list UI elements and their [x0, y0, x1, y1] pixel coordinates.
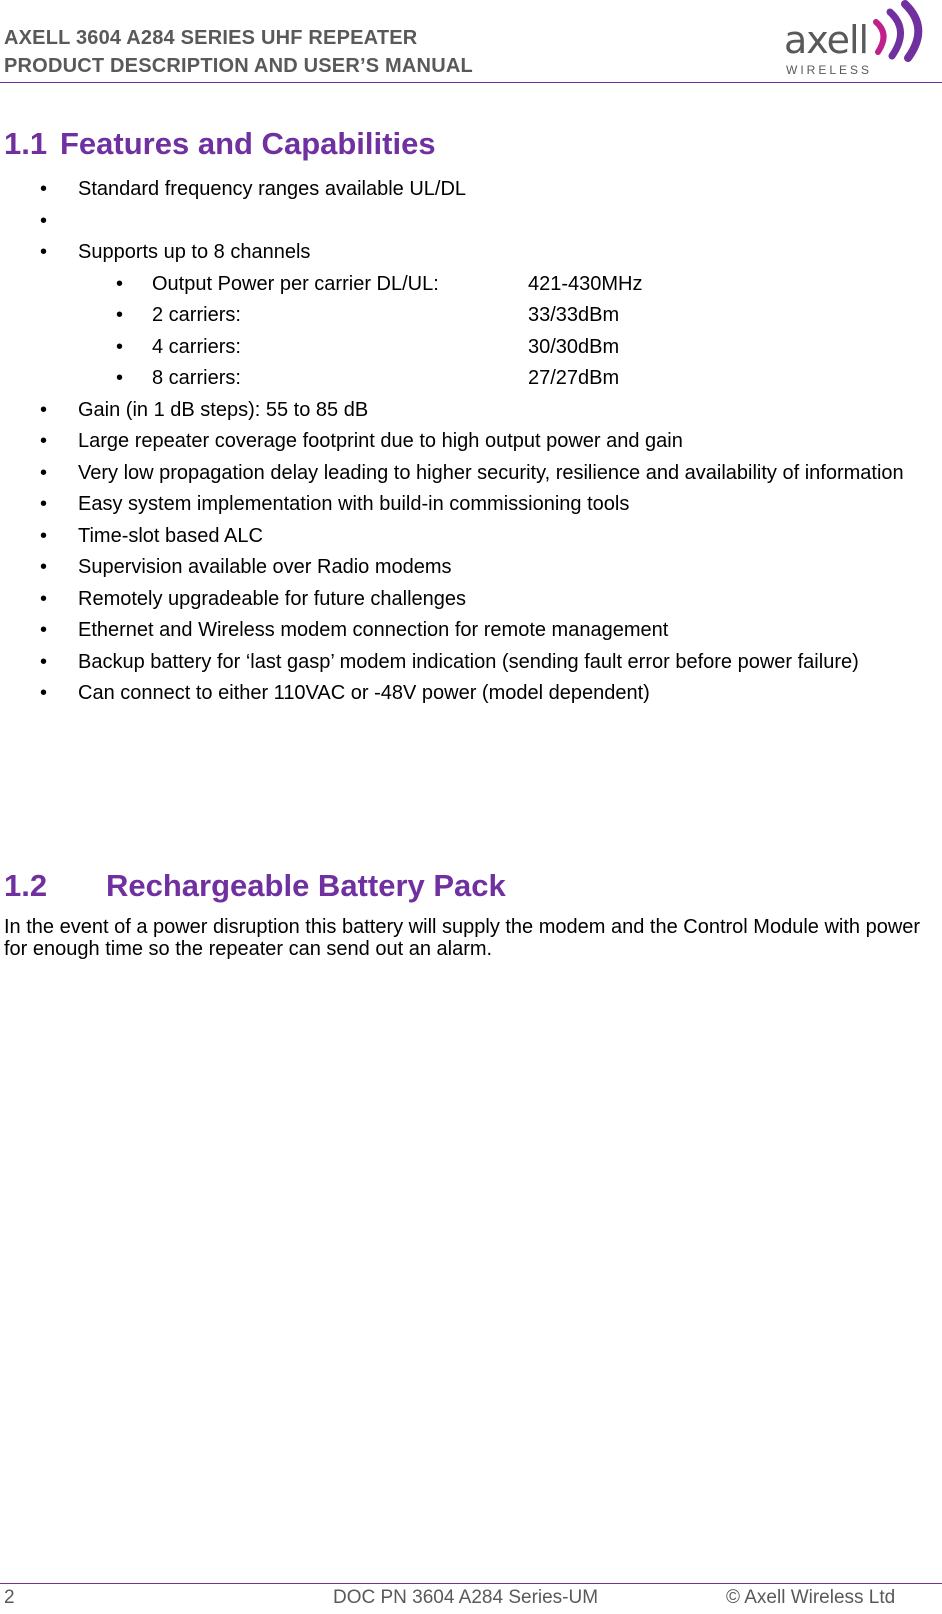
page-header: [0, 0, 942, 84]
bullet-icon: •: [40, 556, 48, 578]
axell-wireless-logo: [784, 0, 929, 80]
list-item: [0, 174, 942, 206]
document-title-line-1: AXELL 3604 A284 SERIES UHF REPEATER: [4, 27, 418, 49]
features-list: [0, 174, 942, 710]
list-item: [0, 647, 942, 679]
document-title-line-2: PRODUCT DESCRIPTION AND USER’S MANUAL: [4, 55, 473, 77]
bullet-icon: •: [40, 398, 48, 421]
list-item-text: Backup battery for ‘last gasp’ modem indication (sending fault error before power failure): [78, 650, 859, 673]
list-item: [0, 552, 942, 584]
section-title: Rechargeable Battery Pack: [106, 868, 506, 903]
bullet-icon: •: [40, 430, 48, 452]
axell-logo-icon: [872, 0, 930, 62]
section-title: Features and Capabilities: [60, 126, 436, 161]
bullet-icon: •: [116, 272, 124, 295]
bullet-icon: •: [40, 587, 48, 610]
bullet-icon: •: [40, 209, 48, 232]
list-item: [0, 584, 942, 616]
power-table-row: [0, 332, 942, 364]
power-label: 4 carriers:: [152, 335, 241, 358]
power-value: 30/30dBm: [528, 335, 620, 358]
logo-wordmark: axell: [784, 18, 869, 62]
list-item-text: Supervision available over Radio modems: [78, 556, 452, 578]
list-item: [0, 458, 942, 490]
page-number: 2: [4, 1587, 15, 1608]
document-title: [4, 24, 473, 80]
list-item-text: Can connect to either 110VAC or -48V power (model dependent): [78, 682, 650, 704]
power-label: Output Power per carrier DL/UL:: [152, 272, 439, 295]
bullet-icon: •: [40, 650, 48, 673]
list-item-text: Time-slot based ALC: [78, 524, 263, 547]
power-value: 421-430MHz: [528, 272, 643, 295]
bullet-icon: •: [116, 304, 124, 326]
power-value: 33/33dBm: [528, 304, 620, 326]
list-item-text: Gain (in 1 dB steps): 55 to 85 dB: [78, 398, 369, 421]
list-item: [0, 489, 942, 521]
list-item: [0, 615, 942, 647]
list-item-text: Supports up to 8 channels: [78, 241, 311, 263]
list-item-text: Easy system implementation with build-in commissioning tools: [78, 493, 630, 515]
list-item: [0, 426, 942, 458]
bullet-icon: •: [40, 682, 48, 704]
list-item-text: Large repeater coverage footprint due to high output power and gain: [78, 430, 683, 452]
section-number: 1.2: [4, 868, 48, 903]
list-item-text: Very low propagation delay leading to higher security, resilience and availability of information: [78, 461, 904, 484]
list-item: [0, 395, 942, 427]
section-heading-features: [4, 124, 436, 164]
power-value: 27/27dBm: [528, 367, 620, 389]
power-table-row: [0, 269, 942, 301]
bullet-icon: •: [116, 335, 124, 358]
power-label: 8 carriers:: [152, 367, 241, 389]
header-divider: [0, 82, 942, 83]
bullet-icon: •: [116, 367, 124, 389]
list-item-text: Remotely upgradeable for future challenges: [78, 587, 467, 610]
footer-divider: [0, 1583, 942, 1584]
section-heading-battery: [4, 866, 506, 906]
bullet-icon: •: [40, 461, 48, 484]
power-table-row: [0, 300, 942, 332]
list-item: [0, 206, 942, 238]
power-table-row: [0, 363, 942, 395]
logo-subtext: WIRELESS: [786, 63, 873, 77]
list-item-text: Ethernet and Wireless modem connection for remote management: [78, 619, 669, 641]
bullet-icon: •: [40, 241, 48, 263]
power-label: 2 carriers:: [152, 304, 241, 326]
bullet-icon: •: [40, 524, 48, 547]
copyright: © Axell Wireless Ltd: [726, 1587, 896, 1608]
list-item: [0, 678, 942, 710]
bullet-icon: •: [40, 619, 48, 641]
battery-paragraph: In the event of a power disruption this battery will supply the modem and the Control Module with power for enough time so the repeater can send out an alarm.: [4, 916, 921, 960]
document-number: DOC PN 3604 A284 Series-UM: [333, 1587, 599, 1608]
bullet-icon: •: [40, 178, 48, 200]
section-number: 1.1: [4, 126, 48, 161]
list-item: [0, 521, 942, 553]
list-item: [0, 237, 942, 269]
bullet-icon: •: [40, 493, 48, 515]
list-item-text: Standard frequency ranges available UL/DL: [78, 178, 467, 200]
